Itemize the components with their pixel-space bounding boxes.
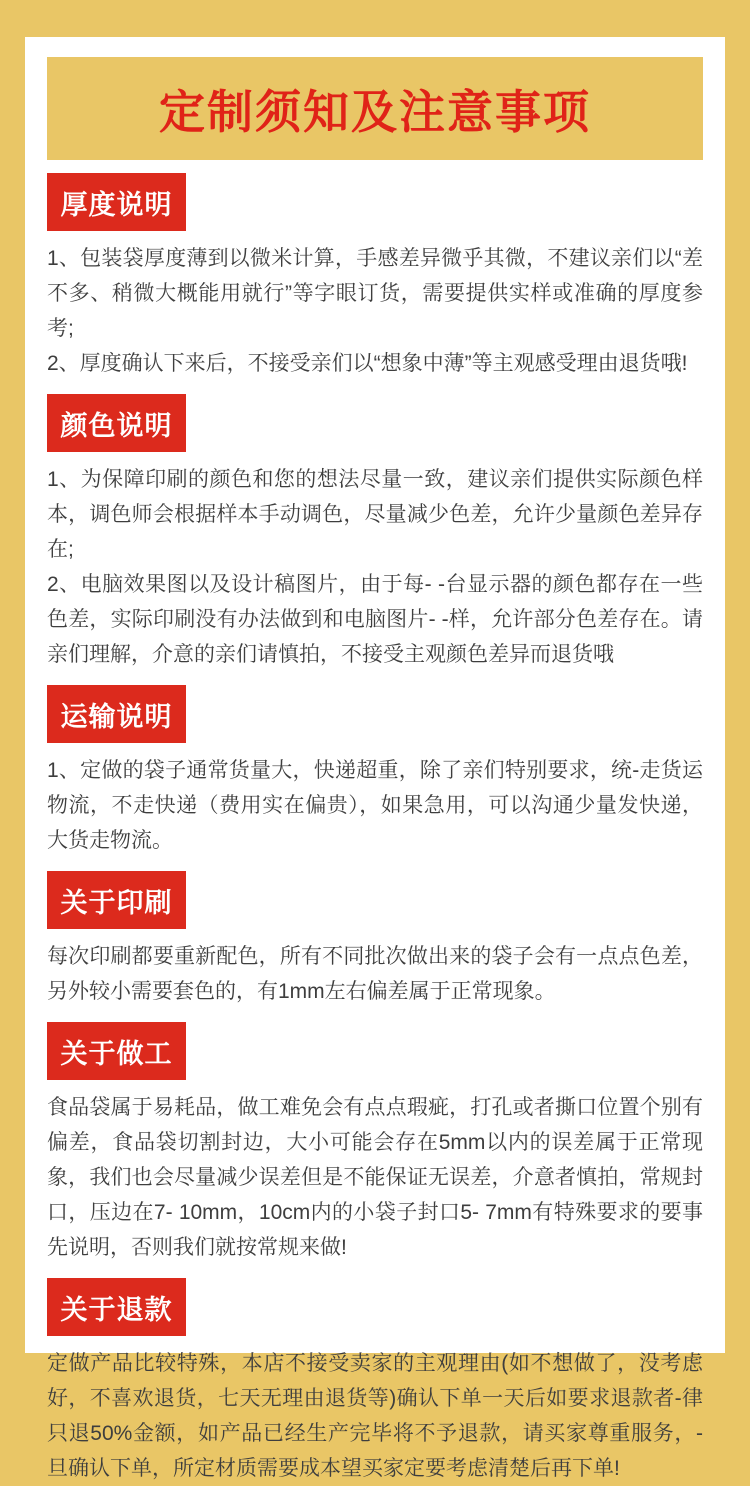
paragraph: 1、包装袋厚度薄到以微米计算，手感差异微乎其微，不建议亲们以“差不多、稍微大概能用就行”等字眼订货，需要提供实样或准确的厚度参考; xyxy=(47,247,703,340)
paragraph: 1、为保障印刷的颜色和您的想法尽量一致，建议亲们提供实际颜色样本，调色师会根据样本手动调色，尽量减少色差，允许少量颜色差异存在; xyxy=(47,468,703,561)
section-body-workmanship xyxy=(47,1090,703,1265)
section-badge-shipping: 运输说明 xyxy=(47,685,186,743)
section-workmanship xyxy=(47,1022,703,1265)
content-card xyxy=(25,37,725,1480)
section-badge-color: 颜色说明 xyxy=(47,394,186,452)
paragraph: 食品袋属于易耗品，做工难免会有点点瑕疵，打孔或者撕口位置个别有偏差，食品袋切割封边，大小可能会存在5mm以内的误差属于正常现象，我们也会尽量减少误差但是不能保证无误差，介意者慎拍，常规封口，压边在7- 10mm，10cm内的小袋子封口5- 7mm有特殊要求的要事先说明，否则我们就按常规来做! xyxy=(47,1096,703,1259)
section-badge-printing: 关于印刷 xyxy=(47,871,186,929)
section-badge-refund: 关于退款 xyxy=(47,1278,186,1336)
section-refund xyxy=(47,1278,703,1486)
section-body-refund xyxy=(47,1346,703,1486)
paragraph: 定做产品比较特殊，本店不接受卖家的主观理由(如不想做了，没考虑好，不喜欢退货，七天无理由退货等)确认下单一天后如要求退款者-律只退50%金额，如产品已经生产完毕将不予退款，请买家尊重服务，-旦确认下单，所定材质需要成本望买家定要考虑清楚后再下单! xyxy=(47,1352,703,1480)
page-title: 定制须知及注意事项 xyxy=(159,85,591,138)
section-color xyxy=(47,394,703,672)
paragraph: 每次印刷都要重新配色，所有不同批次做出来的袋子会有一点点色差，另外较小需要套色的，有1mm左右偏差属于正常现象。 xyxy=(47,945,703,1003)
title-banner xyxy=(47,57,703,160)
section-body-printing xyxy=(47,939,703,1009)
paragraph: 2、厚度确认下来后，不接受亲们以“想象中薄”等主观感受理由退货哦! xyxy=(47,352,688,375)
section-body-shipping xyxy=(47,753,703,858)
section-badge-workmanship: 关于做工 xyxy=(47,1022,186,1080)
section-badge-thickness: 厚度说明 xyxy=(47,173,186,231)
section-body-color xyxy=(47,462,703,672)
section-body-thickness xyxy=(47,241,703,381)
section-printing xyxy=(47,871,703,1009)
paragraph: 1、定做的袋子通常货量大，快递超重，除了亲们特别要求，统-走货运物流，不走快递（费用实在偏贵），如果急用，可以沟通少量发快递，大货走物流。 xyxy=(47,759,703,852)
section-thickness xyxy=(47,173,703,381)
paragraph: 2、电脑效果图以及设计稿图片，由于每- -台显示器的颜色都存在一些色差，实际印刷没有办法做到和电脑图片- -样，允许部分色差存在。请亲们理解，介意的亲们请慎拍，不接受主观颜色差异而退货哦 xyxy=(47,573,703,666)
section-shipping xyxy=(47,685,703,858)
